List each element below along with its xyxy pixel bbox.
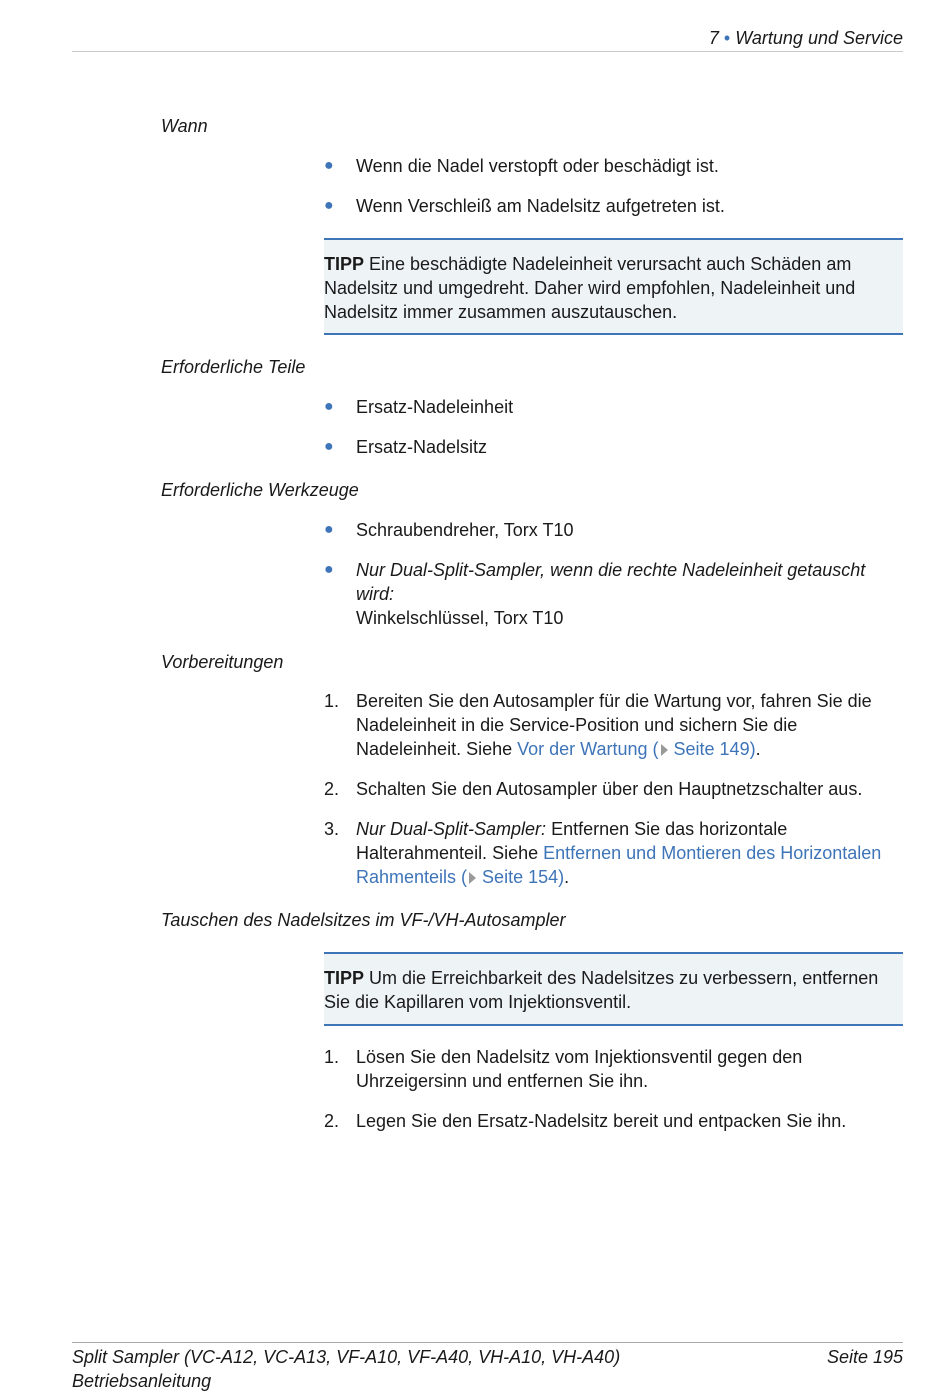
step-number: 2. xyxy=(324,779,340,799)
footer-doc-type: Betriebsanleitung xyxy=(72,1371,212,1391)
step-number: 3. xyxy=(324,819,340,839)
teile-list xyxy=(324,395,903,475)
list-item: ● Schraubendreher, Torx T10 xyxy=(324,520,574,540)
arrow-right-icon xyxy=(469,872,476,884)
tip-text: Um die Erreichbarkeit des Nadelsitzes zu verbessern, entfernen Sie die Kapillaren vom Injektionsventil. xyxy=(324,968,879,1012)
bullet-icon: ● xyxy=(324,521,334,538)
step-item: 1. Bereiten Sie den Autosampler für die Wartung vor, fahren Sie die Nadeleinheit in die Service-Position und sichern Sie die Nadeleinheit. Siehe Vor der Wartung ( Seite 149). xyxy=(324,691,872,759)
werkzeuge-list xyxy=(324,518,903,646)
page-footer xyxy=(72,1342,903,1393)
vorbereitungen-steps xyxy=(324,689,903,905)
chapter-title: Wartung und Service xyxy=(735,28,903,48)
chapter-number: 7 xyxy=(708,28,719,48)
step-number: 2. xyxy=(324,1111,340,1131)
link-vor-der-wartung[interactable]: Vor der Wartung ( Seite 149) xyxy=(517,739,756,759)
tip-box xyxy=(324,952,903,1026)
chapter-header xyxy=(709,27,903,49)
header-bullet: • xyxy=(723,28,731,48)
tip-label: TIPP xyxy=(324,254,365,274)
tip-text: Eine beschädigte Nadeleinheit verursacht auch Schäden am Nadelsitz und umgedreht. Daher wird empfohlen, Nadeleinheit und Nadelsitz immer zusammen auszutauschen. xyxy=(324,254,856,322)
list-item: ● Nur Dual-Split-Sampler, wenn die rechte Nadeleinheit getauscht wird: Winkelschlüssel, Torx T10 xyxy=(324,560,866,628)
tip-label: TIPP xyxy=(324,968,365,988)
section-heading-teile: Erforderliche Teile xyxy=(161,357,306,377)
step-number: 1. xyxy=(324,691,340,711)
list-item: ● Ersatz-Nadeleinheit xyxy=(324,397,514,417)
step-item: 2. Legen Sie den Ersatz-Nadelsitz bereit und entpacken Sie ihn. xyxy=(324,1111,847,1131)
tauschen-steps xyxy=(324,1045,903,1149)
section-heading-tauschen: Tauschen des Nadelsitzes im VF-/VH-Autosampler xyxy=(161,910,566,930)
footer-product: Split Sampler (VC-A12, VC-A13, VF-A10, VF-A40, VH-A10, VH-A40) xyxy=(72,1347,621,1367)
section-heading-wann: Wann xyxy=(161,116,208,136)
bullet-icon: ● xyxy=(324,197,334,214)
tip-box xyxy=(324,238,903,335)
step-number: 1. xyxy=(324,1047,340,1067)
list-item: ● Wenn Verschleiß am Nadelsitz aufgetreten ist. xyxy=(324,196,725,216)
bullet-icon: ● xyxy=(324,157,334,174)
step-item: 2. Schalten Sie den Autosampler über den Hauptnetzschalter aus. xyxy=(324,779,863,799)
page-header xyxy=(72,27,903,52)
step-item: 3. Nur Dual-Split-Sampler: Entfernen Sie das horizontale Halterahmenteil. Siehe Entfernen und Montieren des Horizontalen Rahmenteils ( Seite 154). xyxy=(324,819,882,887)
section-heading-werkzeuge: Erforderliche Werkzeuge xyxy=(161,480,359,500)
wann-list xyxy=(324,154,903,234)
page-number: Seite 195 xyxy=(826,1347,903,1367)
bullet-icon: ● xyxy=(324,398,334,415)
step-item: 1. Lösen Sie den Nadelsitz vom Injektionsventil gegen den Uhrzeigersinn und entfernen Sie ihn. xyxy=(324,1047,803,1091)
section-heading-vorbereitungen: Vorbereitungen xyxy=(161,652,284,672)
list-item: ● Wenn die Nadel verstopft oder beschädigt ist. xyxy=(324,156,719,176)
link-horizontales-rahmenteil[interactable]: Entfernen und Montieren des Horizontalen Rahmenteils ( Seite 154) xyxy=(356,843,882,887)
bullet-icon: ● xyxy=(324,561,334,578)
bullet-icon: ● xyxy=(324,438,334,455)
arrow-right-icon xyxy=(661,744,668,756)
list-item: ● Ersatz-Nadelsitz xyxy=(324,437,488,457)
